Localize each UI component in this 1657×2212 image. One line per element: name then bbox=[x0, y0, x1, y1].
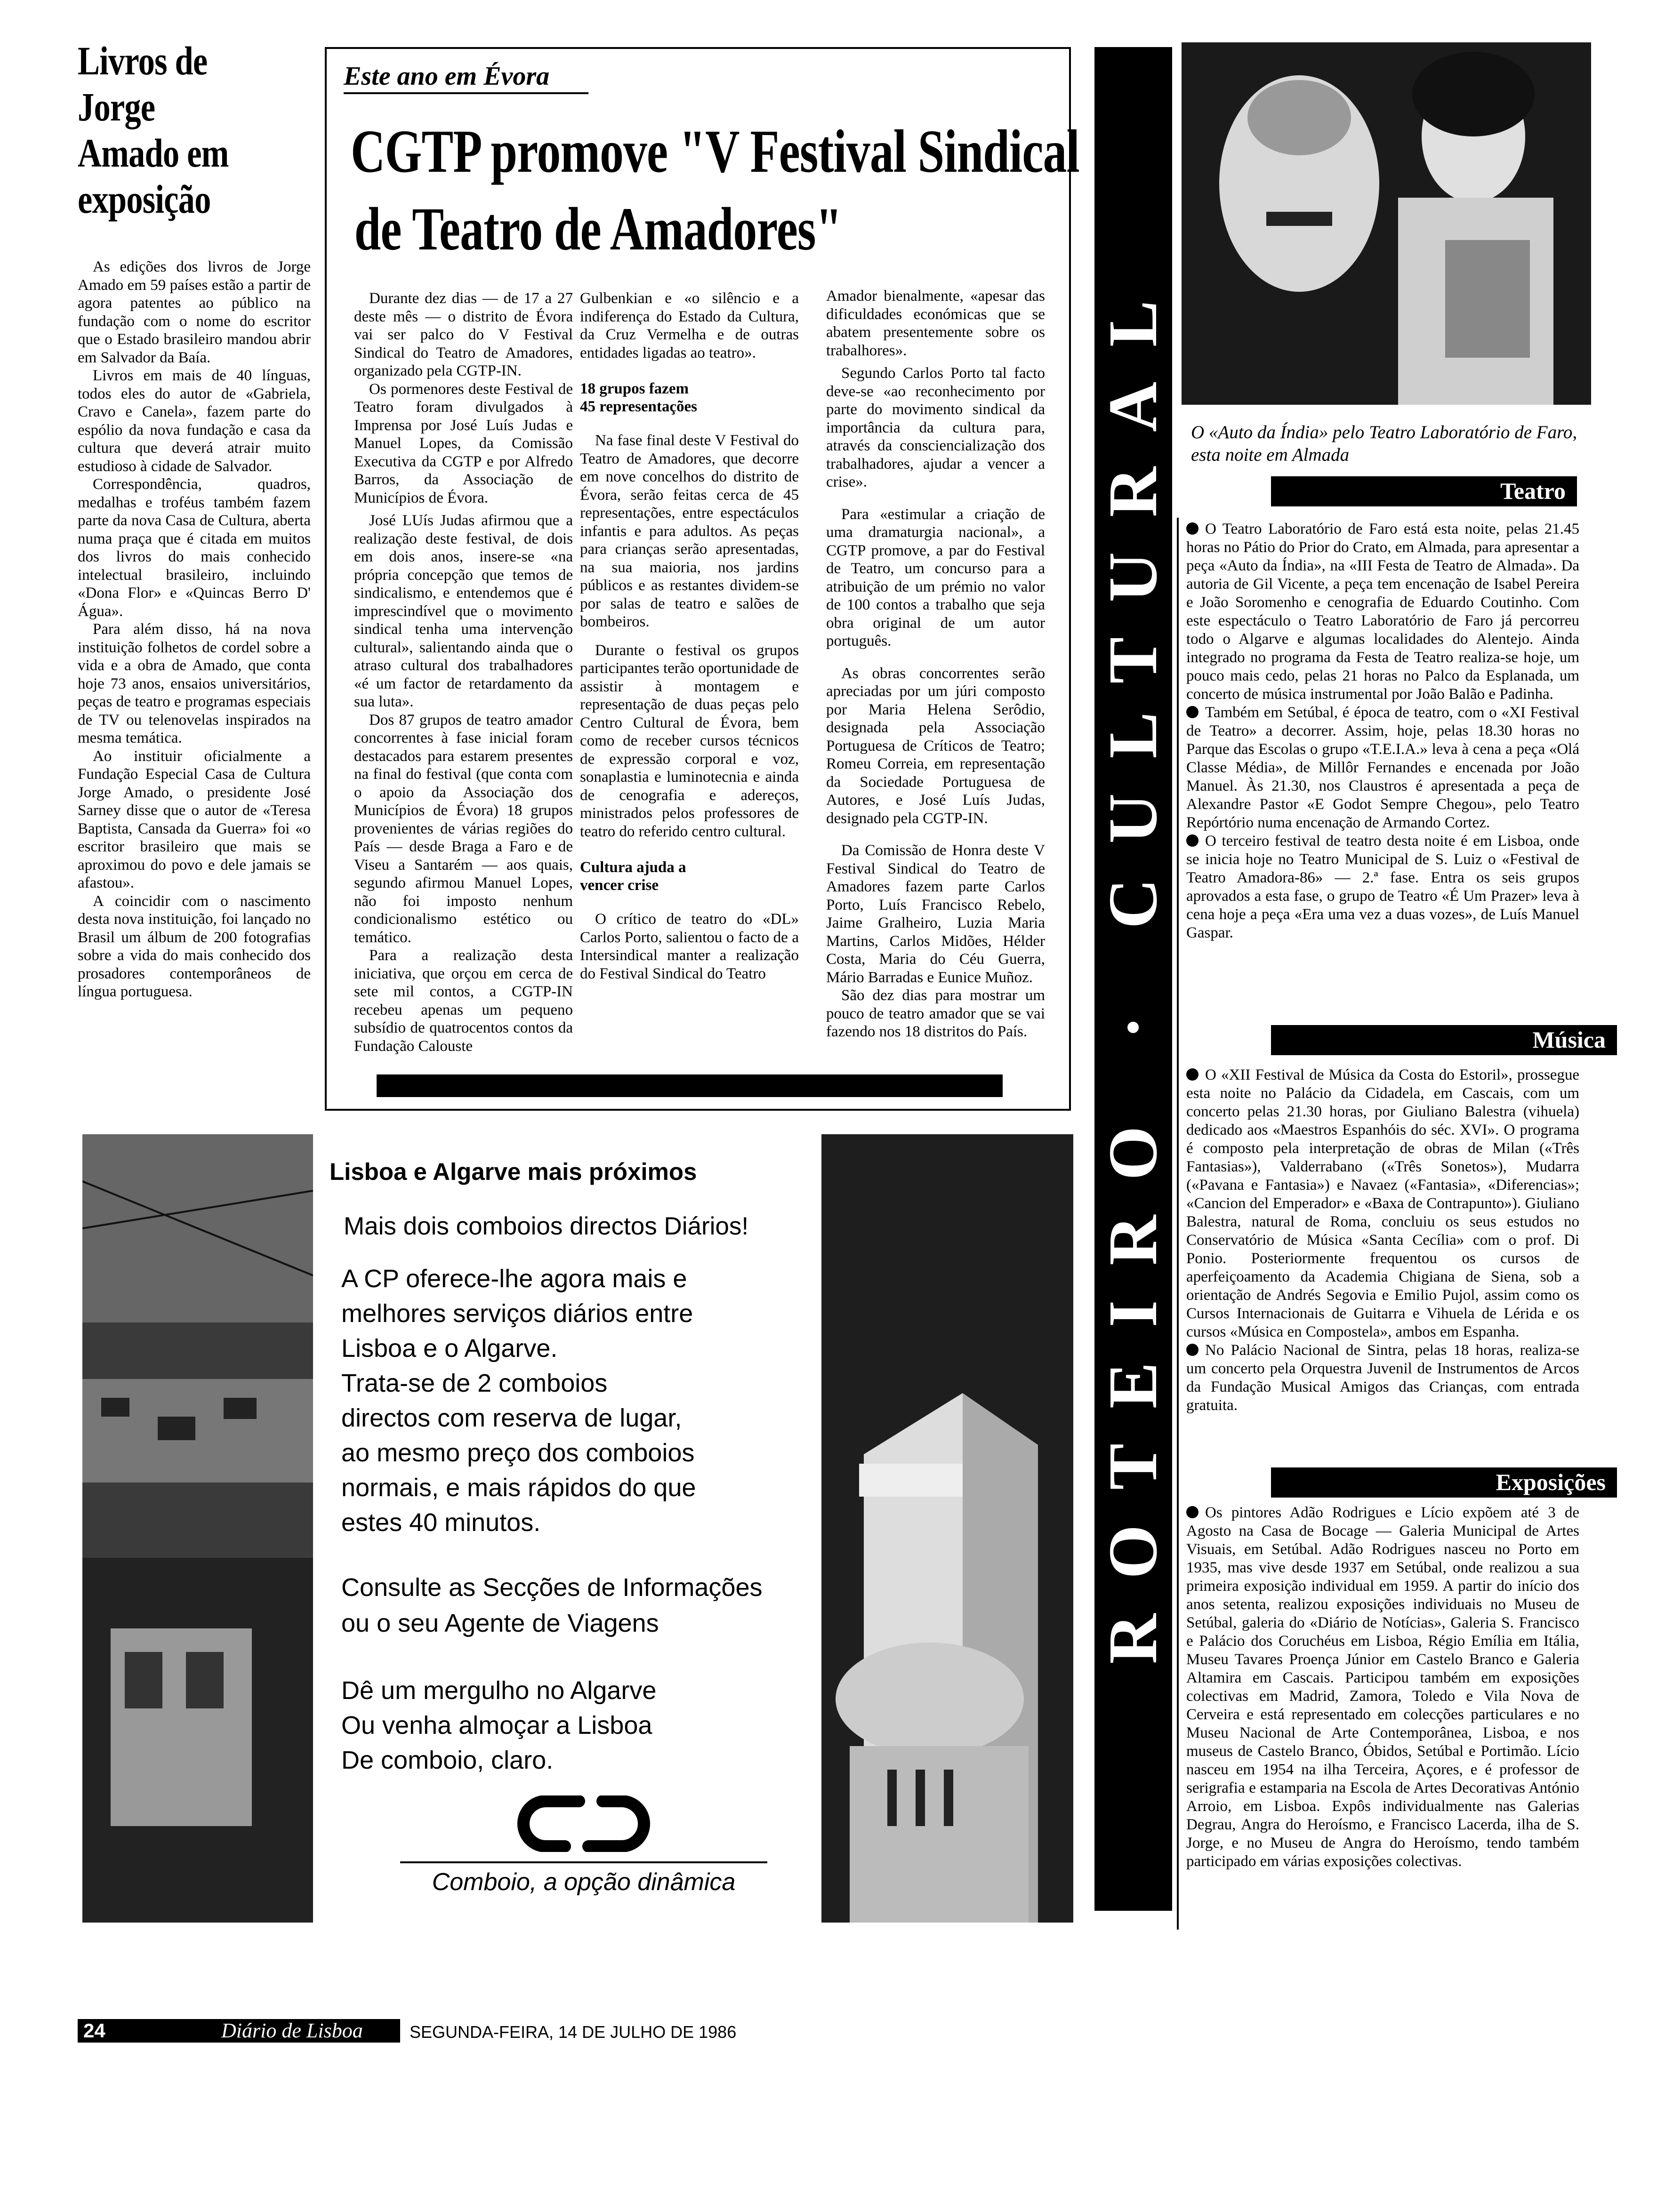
article-headline bbox=[351, 113, 1079, 268]
listing-item: O «XII Festival de Música da Costa do Estoril», prossegue esta noite no Palácio da Cidadela, em Cascais, com um concerto pelas 21.30 horas, por Giuliano Balestra (vihuela) dedicado aos «Maestros Espanhóis do séc. XVI». O programa é composto pela interpretação de obras de Milan («Três Fantasias»), Valderrabano («Três Sonetos»), Mudarra («Pavana e Fantasia») e Navaez («Fantasia», «Diferencias»; «Cancion del Emperador» e «Baxa de Contrapunto»). Giuliano Balestra, natural de Roma, concluiu os seus estudos no Conservatório de Música «Santa Cecília» com o prof. Di Ponio. Posteriormente frequentou os cursos de aperfeiçoamento da Academia Chigiana de Siena, sob a orientação de Andrés Segovia e Emilio Pujol, assim como os Cursos Internacionais de Guitarra e Vihuela de Lérida e os cursos «Música en Compostela», ambos em Espanha. bbox=[1186, 1066, 1579, 1340]
bullet-icon bbox=[1186, 834, 1199, 847]
auto-da-india-photo bbox=[1182, 42, 1591, 405]
left-article-title: Livros de Jorge Amado em exposição bbox=[78, 38, 229, 222]
paragraph: Para além disso, há na nova instituição folhetos de cordel sobre a vida e a obra de Amado, que conta hoje 73 anos, ensaios universitários, peças de teatro e programas especiais de TV ou telenovelas inspirados na mesma temática. bbox=[78, 621, 311, 746]
section-header-exposicoes: Exposições bbox=[1271, 1467, 1617, 1498]
ad-headline: Mais dois comboios directos Diários! bbox=[344, 1212, 749, 1240]
paragraph: A coincidir com o nascimento desta nova instituição, foi lançado no Brasil um álbum de 200 fotografias sobre a vida do mais conhecido dos prosadores contemporâneos de língua portuguesa. bbox=[78, 892, 311, 1000]
listing-item: O terceiro festival de teatro desta noite é em Lisboa, onde se inicia hoje no Teatro Municipal de S. Luiz o «Festival de Teatro Amadora-86» — 2.ª fase. Entra os seis grupos aprovados a esta fase, o grupo de Teatro «É Um Prazer» leva à cena hoje a peça «Era uma vez a duas vozes», de Luís Manuel Gaspar. bbox=[1186, 833, 1579, 941]
photo-caption: O «Auto da Índia» pelo Teatro Laboratório de Faro, esta noite em Almada bbox=[1191, 422, 1577, 465]
subheading: Cultura ajuda a vencer crise bbox=[580, 859, 686, 894]
ad-body: A CP oferece-lhe agora mais e melhores serviços diários entre Lisboa e o Algarve. Trata-se de 2 comboios directos com reserva de lugar, ao mesmo preço dos comboios normais, e mais rápidos do que estes 40 minutos. bbox=[341, 1265, 696, 1537]
paragraph: Durante o festival os grupos participantes terão oportunidade de assistir à montagem e representação de duas peças pelo Centro Cultural de Évora, bem como de receber cursos técnicos de expressão corporal e voz, sonaplastia e luminotecnia e ainda de cenografia e adereços, ministrados pelos professores de teatro do referido centro cultural. bbox=[580, 641, 799, 840]
article-divider-bar bbox=[377, 1074, 1003, 1097]
exposicoes-listings bbox=[1186, 1504, 1579, 1871]
page-number: 24 bbox=[78, 2019, 127, 2043]
ad-consult: Consulte as Secções de Informações ou o seu Agente de Viagens bbox=[341, 1573, 763, 1637]
ad-photo-lisbon bbox=[82, 1134, 313, 1923]
listing-item: No Palácio Nacional de Sintra, pelas 18 horas, realiza-se um concerto pela Orquestra Juvenil de Instrumentos de Arcos da Fundação Musical Amigos das Crianças, com entrada gratuita. bbox=[1186, 1342, 1579, 1414]
bullet-icon bbox=[1186, 706, 1199, 718]
paragraph: Para a realização desta iniciativa, que orçou em cerca de sete mil contos, a CGTP-IN recebeu apenas um pequeno subsídio de quatrocentos contos da Fundação Calouste bbox=[354, 947, 573, 1055]
paragraph: Dos 87 grupos de teatro amador concorrentes à fase inicial foram destacados para estarem presentes na final do festival (que conta com o apoio da Associação dos Municípios de Évora) 18 grupos provenientes de várias regiões do País — desde Braga a Faro e de Viseu a Santarém — aos quais, segundo afirmou Manuel Lopes, não foi imposto nenhum condicionalismo estético ou temático. bbox=[354, 711, 573, 946]
column-rule bbox=[1177, 518, 1179, 1930]
newspaper-name: Diário de Lisboa bbox=[127, 2019, 400, 2043]
paragraph: Ao instituir oficialmente a Fundação Especial Casa de Cultura Jorge Amado, o presidente José Sarney disse que o autor de «Teresa Baptista, Cansada da Guerra» foi «o escritor brasileiro que mais se aproximou do povo e dele jamais se afastou». bbox=[78, 747, 311, 891]
ad-title: Lisboa e Algarve mais próximos bbox=[330, 1158, 697, 1185]
listing-item: O Teatro Laboratório de Faro está esta noite, pelas 21.45 horas no Pátio do Prior do Crato, em Almada, para apresentar a peça «Auto da Índia», na «III Festa de Teatro de Almada». Da autoria de Gil Vicente, a peça tem encenação de Isabel Pereira e João Soromenho e cenografia de Eduardo Coutinho. Com este espectáculo o Teatro Laboratório de Faro já percorreu todo o Algarve e algumas localidades do Alentejo. Ainda integrado no programa da Festa de Teatro realiza-se hoje, um pouco mais cedo, pelas 21 horas no Palco da Esplanada, um concerto de música instrumental por João Balão e Padinha. bbox=[1186, 521, 1579, 703]
headline-line: de Teatro de Amadores" bbox=[354, 195, 842, 263]
paragraph: Amador bienalmente, «apesar das dificuldades económicas que se abatem presentemente sobre os trabalhores». bbox=[826, 288, 1045, 359]
article-column-2 bbox=[580, 289, 799, 983]
subheading: 18 grupos fazem 45 representações bbox=[580, 380, 697, 415]
paragraph: As edições dos livros de Jorge Amado em 59 países estão a partir de agora patentes ao público na fundação com o nome do escritor que o Estado brasileiro mandou abrir em Salvador da Baía. bbox=[78, 258, 311, 366]
paragraph: Correspondência, quadros, medalhas e troféus também fazem parte da nova Casa de Cultura, aberta numa praça que é citada em muitos dos livros do mais conhecido intelectual brasileiro, incluindo «Dona Flor» e «Quincas Berro D' Água». bbox=[78, 476, 311, 620]
headline-line: CGTP promove "V Festival Sindical bbox=[351, 118, 1079, 185]
paragraph: Gulbenkian e «o silêncio e a indiferença do Estado da Cultura, da Cruz Vermelha e de outras entidades ligadas ao teatro». bbox=[580, 290, 799, 361]
paragraph: Na fase final deste V Festival do Teatro de Amadores, que decorre em nove concelhos do distrito de Évora, serão feitas cerca de 45 representações, entre espectáculos infantis e para adultos. As peças para crianças serão apresentadas, na sua maioria, nos jardins públicos e as restantes dividem-se por salas de teatro e salões de bombeiros. bbox=[580, 432, 799, 630]
article-column-3 bbox=[826, 287, 1045, 1041]
issue-date: SEGUNDA-FEIRA, 14 DE JULHO DE 1986 bbox=[410, 2022, 737, 2042]
listing-item: Também em Setúbal, é época de teatro, com o «XI Festival de Teatro» a decorrer. Assim, hoje, pelas 18.30 horas no Parque das Escolas o grupo «T.E.I.A.» leva à cena a peça «Olá Classe Média», de Millôr Fernandes e encenada por João Manuel. Às 21.30, nos Claustros é apresentada a peça de Alexandre Pastor «E Godot Sempre Chegou», pelo Teatro Repórtório numa encenação de Armando Cortez. bbox=[1186, 704, 1579, 831]
paragraph: O crítico de teatro do «DL» Carlos Porto, salientou o facto de a Intersindical manter a realização do Festival Sindical do Teatro bbox=[580, 911, 799, 982]
article-column-1 bbox=[354, 289, 573, 1055]
ad-call-to-action: Dê um mergulho no Algarve Ou venha almoçar a Lisboa De comboio, claro. bbox=[341, 1676, 657, 1774]
paragraph: Os pormenores deste Festival de Teatro foram divulgados à Imprensa por José Luís Judas e Manuel Lopes, da Comissão Executiva da CGTP e por Alfredo Barros, da Associação de Municípios de Évora. bbox=[354, 380, 573, 506]
bullet-icon bbox=[1186, 1344, 1199, 1356]
paragraph: As obras concorrentes serão apreciadas por um júri composto por Maria Helena Serôdio, designada pela Associação Portuguesa de Críticos de Teatro; Romeu Correia, em representação da Sociedade Portuguesa de Autores, e José Luís Judas, designado pela CGTP-IN. bbox=[826, 665, 1045, 827]
paragraph: José LUís Judas afirmou que a realização deste festival, de dois em dois anos, insere-se «na própria concepção que temos de sindicalismo, e entendemos que é imprescindível que o movimento sindical tenha uma intervenção cultural», salientando ainda que o atraso cultural dos trabalhadores «é um factor de retardamento da sua luta». bbox=[354, 512, 573, 710]
bullet-icon bbox=[1186, 1068, 1199, 1081]
bullet-icon bbox=[1186, 1506, 1199, 1518]
teatro-listings bbox=[1186, 520, 1579, 942]
cp-logo-icon bbox=[513, 1795, 654, 1852]
section-header-musica: Música bbox=[1271, 1025, 1617, 1055]
article-kicker: Este ano em Évora bbox=[344, 61, 588, 94]
section-header-teatro: Teatro bbox=[1271, 476, 1577, 506]
paragraph: Segundo Carlos Porto tal facto deve-se «ao reconhecimento por parte do movimento sindical da importância da cultura para, através da consciencialização dos trabalhadores, ajudar a vencer a crise». bbox=[826, 365, 1045, 490]
ad-photo-algarve bbox=[821, 1134, 1073, 1923]
bullet-icon bbox=[1186, 522, 1199, 535]
ad-slogan: Comboio, a opção dinâmica bbox=[400, 1861, 767, 1896]
left-article-body bbox=[78, 258, 311, 1001]
paragraph: Durante dez dias — de 17 a 27 deste mês — o distrito de Évora vai ser palco do V Festival Sindical do Teatro de Amadores, organizado pela CGTP-IN. bbox=[354, 290, 573, 379]
paragraph: Para «estimular a criação de uma dramaturgia nacional», a CGTP promove, a par do Festival de Teatro, um concurso para a atribuição de um prémio no valor de 100 contos a trabalho que seja obra original de um autor português. bbox=[826, 505, 1045, 649]
roteiro-cultural-label: ROTEIRO · CULTURAL bbox=[1094, 265, 1172, 1664]
paragraph: Livros em mais de 40 línguas, todos eles do autor de «Gabriela, Cravo e Canela», fazem parte do espólio da nova fundação e casa da cultura que deverá atrair muito estudioso à cidade de Salvador. bbox=[78, 367, 311, 475]
paragraph: São dez dias para mostrar um pouco de teatro amador que se vai fazendo nos 18 distritos do País. bbox=[826, 987, 1045, 1040]
listing-item: Os pintores Adão Rodrigues e Lício expõem até 3 de Agosto na Casa de Bocage — Galeria Municipal de Artes Visuais, em Setúbal. Adão Rodrigues nasceu no Porto em 1935, mas vive desde 1937 em Setúbal, onde realizou a sua primeira exposição individual em 1959. A partir do início dos anos setenta, realizou exposições individuais no Museu de Setúbal, galeria do «Diário de Notícias», Galeria S. Francisco e Palácio dos Coruchéus em Lisboa, Régio Emília em Itália, Museu Tavares Proença Júnior em Castelo Branco e Galeria Altamira em Cascais. Participou também em exposições colectivas em Madrid, Zamora, Toledo e Vila Nova de Cerveira e está representado em colecções particulares e no Museu Nacional de Arte Contemporânea, Lisboa, e nos museus de Castelo Branco, Óbidos, Setúbal e Portimão. Lício nasceu em 1954 na ilha Terceira, Açores, e é professor de serigrafia e estamparia na Escola de Artes Decorativas António Arroio, em Lisboa. Expôs individualmente nas Galerias Degrau, Angra do Heroísmo, e Francisco Lacerda, ilha de S. Jorge, e no Museu de Angra do Heroísmo, tendo também participado em várias exposições colectivas. bbox=[1186, 1504, 1579, 1870]
musica-listings bbox=[1186, 1066, 1579, 1415]
paragraph: Da Comissão de Honra deste V Festival Sindical do Teatro de Amadores fazem parte Carlos Porto, Luís Francisco Rebelo, Jaime Gralheiro, Luzia Maria Martins, Carlos Midões, Hélder Costa, Maria do Céu Guerra, Mário Barradas e Eunice Muñoz. bbox=[826, 842, 1045, 986]
